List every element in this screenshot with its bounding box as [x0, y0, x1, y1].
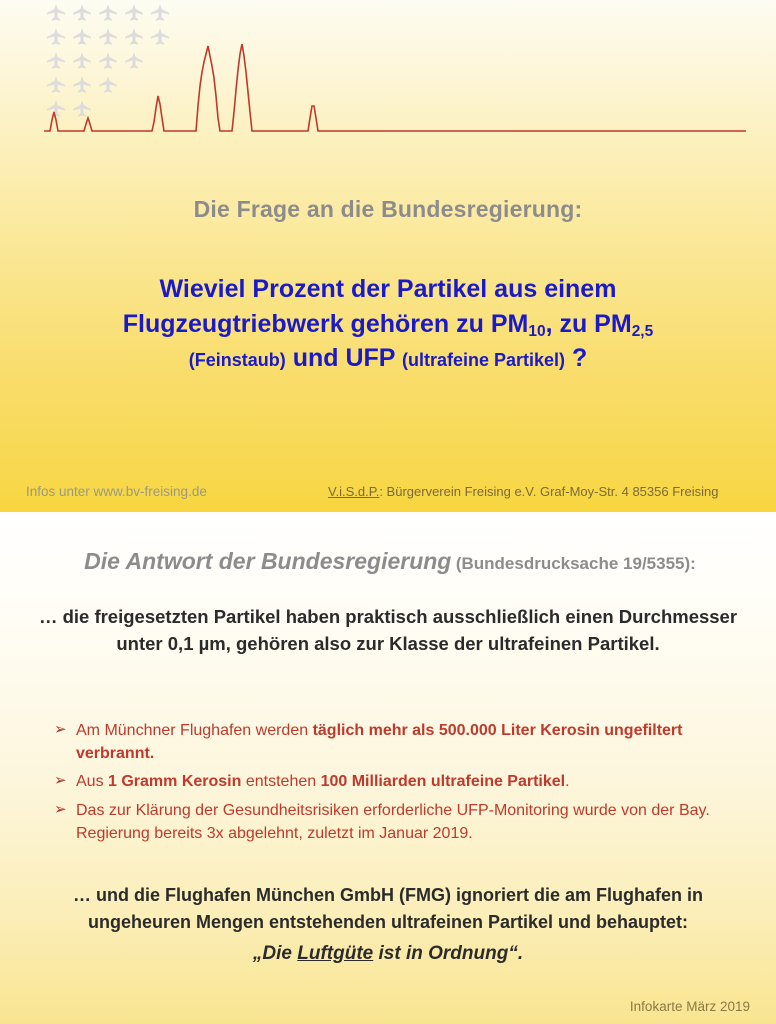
- freising-skyline-graphic: [0, 0, 776, 150]
- page-title: Die Frage an die Bundesregierung:: [193, 196, 583, 222]
- question-line-2-b: , zu PM: [545, 309, 632, 338]
- bullet-2-part-1: Aus: [76, 773, 109, 791]
- ufp-label: und UFP: [292, 344, 396, 372]
- arrow-bullet-icon: ➢: [54, 800, 67, 818]
- infokarte-date: Infokarte März 2019: [629, 999, 750, 1014]
- skyline-outline: [44, 44, 746, 131]
- ultrafeine-partikel-label: (ultrafeine Partikel): [401, 350, 566, 370]
- feinstaub-label: (Feinstaub): [188, 350, 286, 370]
- closing-line-2: ungeheuren Mengen entstehenden ultrafeinen Partikel und behauptet:: [87, 912, 689, 932]
- bottom-panel: [0, 512, 776, 1024]
- bullet-2-part-2: 1 Gramm Kerosin: [108, 773, 242, 791]
- question-line-3: [46, 341, 730, 376]
- airplane-pattern: [47, 4, 169, 117]
- bullet-1-part-1: Am Münchner Flughafen werden: [76, 722, 313, 739]
- bullet-list: [54, 719, 744, 850]
- pm25-subscript: 2,5: [631, 322, 654, 340]
- question-line-1: Wieviel Prozent der Partikel aus einem: [159, 275, 617, 303]
- infos-url: Infos unter www.bv-freising.de: [26, 484, 207, 499]
- bullet-2-part-5: .: [565, 773, 570, 791]
- closing-quote-rest: ist in Ordnung“.: [373, 943, 524, 964]
- pm10-subscript: 10: [528, 322, 546, 340]
- arrow-bullet-icon: ➢: [54, 772, 67, 790]
- answer-heading-main: Die Antwort der Bundesregierung: [84, 548, 452, 574]
- answer-heading: [40, 548, 740, 575]
- answer-quote: … die freigesetzten Partikel haben praktisch ausschließlich einen Durchmesser unter 0,1 µm, gehören also zur Klasse der ultrafeinen Partikel.: [38, 606, 738, 654]
- question-line-2-a: Flugzeugtriebwerk gehören zu PM: [122, 309, 529, 338]
- answer-heading-reference: (Bundesdrucksache 19/5355):: [455, 554, 696, 573]
- bullet-2-part-4: 100 Milliarden ultrafeine Partikel: [320, 773, 566, 791]
- visdp-text: : Bürgerverein Freising e.V. Graf-Moy-Str. 4 85356 Freising: [379, 484, 719, 499]
- bullet-1-part-2: täglich mehr als 500.000 Liter Kerosin ungefiltert verbrannt.: [76, 722, 683, 763]
- imprint-line: [328, 484, 718, 499]
- arrow-bullet-icon: ➢: [54, 721, 67, 738]
- closing-line-1: … und die Flughafen München GmbH (FMG) ignoriert die am Flughafen in: [73, 885, 703, 905]
- closing-quote: [20, 940, 756, 969]
- question-mark: ?: [571, 344, 588, 372]
- bullet-3-text: Das zur Klärung der Gesundheitsrisiken erforderliche UFP-Monitoring wurde von der Bay. Regierung bereits 3x abgelehnt, zuletzt im Januar 2019.: [76, 801, 710, 842]
- question-block: [46, 272, 730, 376]
- closing-statement: [20, 882, 756, 969]
- list-item: [54, 770, 744, 793]
- visdp-label: V.i.S.d.P.: [328, 484, 380, 499]
- list-item: [54, 799, 744, 845]
- closing-quote-open: „Die: [252, 943, 298, 964]
- closing-quote-underlined: Luftgüte: [297, 943, 374, 964]
- list-item: [54, 719, 744, 765]
- bullet-2-part-3: entstehen: [241, 773, 321, 791]
- question-line-2: [46, 307, 730, 342]
